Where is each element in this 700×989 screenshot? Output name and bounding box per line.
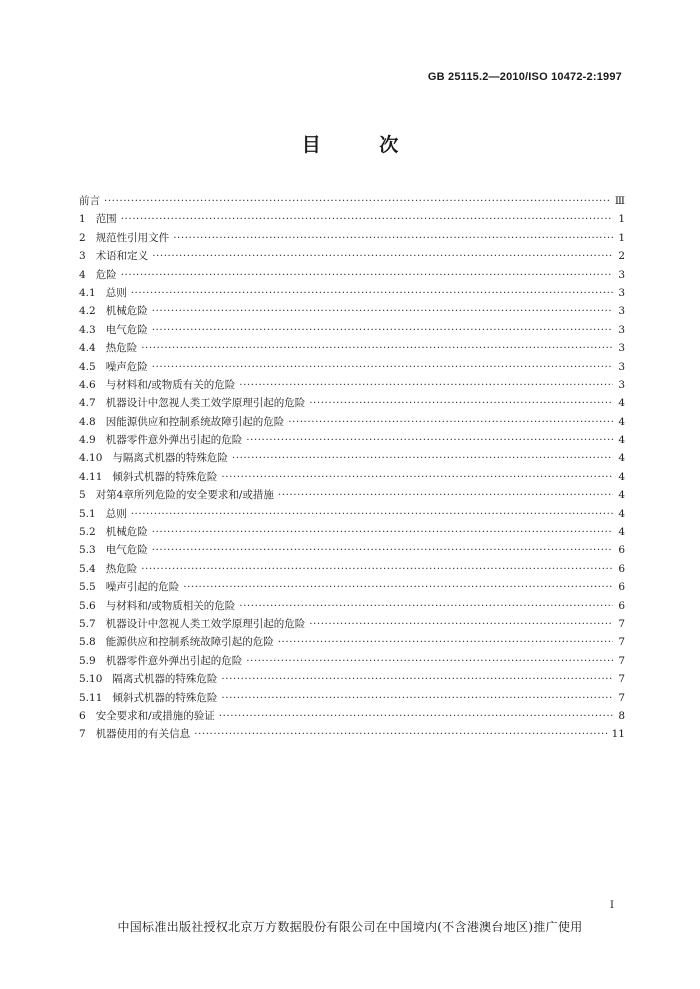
- toc-entry-number: 4.1: [79, 286, 96, 299]
- toc-entry[interactable]: [79, 266, 625, 284]
- toc-entry-page: 4: [618, 434, 625, 447]
- toc-entry-number: 4.3: [79, 323, 96, 336]
- toc-entry[interactable]: [79, 486, 625, 504]
- dot-leader: [152, 358, 613, 376]
- toc-entry[interactable]: [79, 670, 625, 688]
- dot-leader: [219, 707, 613, 725]
- toc-entry-page: 3: [618, 286, 625, 299]
- toc-entry-title: 总则: [105, 286, 127, 299]
- toc-entry[interactable]: [79, 652, 625, 670]
- toc-entry-title: 危险: [95, 268, 117, 281]
- toc-entry-number: 4.5: [79, 360, 96, 373]
- toc-entry-title: 前言: [79, 195, 100, 207]
- toc-entry-number: 4.9: [79, 434, 96, 447]
- toc-entry-title: 机器设计中忽视人类工效学原理引起的危险: [105, 617, 306, 630]
- toc-entry-page: 4: [618, 397, 625, 410]
- toc-entry-page: 7: [618, 654, 625, 667]
- dot-leader: [104, 192, 611, 210]
- toc-entry-title: 与材料和/或物质相关的危险: [105, 599, 236, 612]
- toc-entry-page: 4: [618, 489, 625, 502]
- toc-entry[interactable]: [79, 339, 625, 357]
- toc-entry-title: 能源供应和控制系统故障引起的危险: [105, 636, 274, 649]
- toc-entry[interactable]: [79, 376, 625, 394]
- toc-entry-page: 3: [618, 342, 625, 355]
- toc-entry-title: 热危险: [105, 562, 138, 575]
- toc-entry-title: 噪声引起的危险: [105, 581, 180, 594]
- toc-entry-number: 5.4: [79, 562, 96, 575]
- toc-entry[interactable]: [79, 505, 625, 523]
- dot-leader: [288, 413, 613, 431]
- toc-entry-number: 5.5: [79, 581, 96, 594]
- toc-entry-number: 7: [79, 728, 86, 741]
- toc-entry-page: 2: [618, 250, 625, 263]
- toc-entry-number: 4.6: [79, 378, 96, 391]
- toc-entry-page: 4: [618, 415, 625, 428]
- dot-leader: [141, 560, 613, 578]
- toc-entry-title: 热危险: [105, 342, 138, 355]
- toc-entry[interactable]: [79, 633, 625, 651]
- dot-leader: [121, 266, 613, 284]
- toc-entry-page: 7: [618, 691, 625, 704]
- dot-leader: [221, 468, 613, 486]
- table-of-contents: [79, 192, 625, 744]
- dot-leader: [152, 302, 613, 320]
- dot-leader: [239, 376, 613, 394]
- dot-leader: [183, 578, 613, 596]
- dot-leader: [152, 247, 613, 265]
- toc-entry-title: 电气危险: [105, 323, 148, 336]
- dot-leader: [152, 321, 613, 339]
- toc-entry-page: 11: [611, 728, 625, 741]
- toc-entry-number: 4.7: [79, 397, 96, 410]
- toc-entry-title: 噪声危险: [105, 360, 148, 373]
- toc-entry-number: 5.2: [79, 526, 96, 539]
- toc-entry-number: 5.9: [79, 654, 96, 667]
- toc-entry-page: Ⅲ: [614, 195, 625, 207]
- toc-entry-page: 4: [618, 526, 625, 539]
- dot-leader: [131, 505, 613, 523]
- toc-entry-title: 机器设计中忽视人类工效学原理引起的危险: [105, 397, 306, 410]
- toc-entry-number: 4.10: [79, 452, 103, 465]
- page-title: 目 次: [301, 134, 425, 156]
- toc-entry-number: 4.11: [79, 470, 103, 483]
- toc-entry-number: 5.6: [79, 599, 96, 612]
- toc-entry-title: 倾斜式机器的特殊危险: [112, 470, 218, 483]
- toc-entry-number: 3: [79, 250, 86, 263]
- dot-leader: [239, 597, 613, 615]
- toc-entry-number: 1: [79, 213, 86, 226]
- toc-entry[interactable]: [79, 523, 625, 541]
- toc-entry[interactable]: [79, 247, 625, 265]
- toc-entry-title: 因能源供应和控制系统故障引起的危险: [105, 415, 285, 428]
- dot-leader: [131, 284, 613, 302]
- toc-entry-number: 5.8: [79, 636, 96, 649]
- toc-entry[interactable]: [79, 597, 625, 615]
- toc-entry-title: 与材料和/或物质有关的危险: [105, 378, 236, 391]
- toc-entry-title: 机械危险: [105, 305, 148, 318]
- toc-entry-number: 5.7: [79, 617, 96, 630]
- toc-entry-page: 4: [618, 470, 625, 483]
- toc-entry-title: 倾斜式机器的特殊危险: [112, 691, 218, 704]
- toc-entry[interactable]: [79, 394, 625, 412]
- toc-entry-page: 3: [618, 305, 625, 318]
- toc-entry-page: 3: [618, 360, 625, 373]
- dot-leader: [309, 394, 613, 412]
- toc-entry[interactable]: [79, 321, 625, 339]
- toc-entry-page: 7: [618, 673, 625, 686]
- toc-entry-number: 6: [79, 709, 86, 722]
- toc-entry-page: 6: [618, 562, 625, 575]
- dot-leader: [221, 689, 613, 707]
- dot-leader: [278, 486, 613, 504]
- toc-entry-title: 机器零件意外弹出引起的危险: [105, 434, 243, 447]
- dot-leader: [246, 431, 613, 449]
- dot-leader: [278, 633, 613, 651]
- toc-entry-page: 8: [618, 709, 625, 722]
- toc-entry[interactable]: [79, 413, 625, 431]
- toc-entry[interactable]: [79, 725, 625, 743]
- toc-entry-title: 安全要求和/或措施的验证: [95, 709, 215, 722]
- dot-leader: [309, 615, 613, 633]
- toc-entry-title: 对第4章所列危险的安全要求和/或措施: [95, 489, 274, 502]
- toc-entry-number: 2: [79, 231, 86, 244]
- standard-number: GB 25115.2—2010/ISO 10472-2:1997: [427, 71, 622, 83]
- toc-entry-title: 总则: [105, 507, 127, 520]
- toc-entry[interactable]: [79, 229, 625, 247]
- toc-entry[interactable]: [79, 541, 625, 559]
- toc-entry[interactable]: [79, 449, 625, 467]
- toc-entry[interactable]: [79, 689, 625, 707]
- toc-entry-title: 规范性引用文件: [95, 231, 170, 244]
- toc-entry-page: 6: [618, 599, 625, 612]
- toc-entry-number: 5.11: [79, 691, 103, 704]
- toc-entry-page: 7: [618, 617, 625, 630]
- toc-entry-number: 4: [79, 268, 86, 281]
- toc-entry-title: 范围: [95, 213, 117, 226]
- toc-entry-page: 6: [618, 581, 625, 594]
- toc-entry-page: 6: [618, 544, 625, 557]
- toc-entry-page: 7: [618, 636, 625, 649]
- toc-entry-title: 隔离式机器的特殊危险: [112, 673, 218, 686]
- toc-entry-number: 5.10: [79, 673, 103, 686]
- toc-entry-number: 5.3: [79, 544, 96, 557]
- toc-entry-title: 机器零件意外弹出引起的危险: [105, 654, 243, 667]
- toc-entry[interactable]: [79, 358, 625, 376]
- toc-entry[interactable]: [79, 284, 625, 302]
- toc-entry-number: 4.2: [79, 305, 96, 318]
- toc-entry[interactable]: [79, 615, 625, 633]
- toc-entry[interactable]: [79, 192, 625, 210]
- toc-entry[interactable]: [79, 578, 625, 596]
- dot-leader: [221, 670, 613, 688]
- toc-entry-title: 与隔离式机器的特殊危险: [112, 452, 228, 465]
- footer-notice: 中国标准出版社授权北京万方数据股份有限公司在中国境内(不含港澳台地区)推广使用: [117, 920, 583, 934]
- dot-leader: [121, 210, 613, 228]
- toc-entry-page: 1: [618, 213, 625, 226]
- toc-entry-number: 4.4: [79, 342, 96, 355]
- toc-entry[interactable]: [79, 302, 625, 320]
- toc-entry-title: 机械危险: [105, 526, 148, 539]
- toc-entry-title: 电气危险: [105, 544, 148, 557]
- dot-leader: [246, 652, 613, 670]
- dot-leader: [173, 229, 613, 247]
- toc-entry-number: 5.1: [79, 507, 96, 520]
- dot-leader: [152, 541, 613, 559]
- dot-leader: [194, 725, 607, 743]
- dot-leader: [232, 449, 613, 467]
- toc-entry[interactable]: [79, 707, 625, 725]
- toc-entry-page: 4: [618, 452, 625, 465]
- dot-leader: [152, 523, 613, 541]
- toc-entry-page: 3: [618, 323, 625, 336]
- toc-entry[interactable]: [79, 468, 625, 486]
- toc-entry-page: 3: [618, 268, 625, 281]
- toc-entry[interactable]: [79, 560, 625, 578]
- toc-entry-title: 术语和定义: [95, 250, 149, 263]
- toc-entry[interactable]: [79, 431, 625, 449]
- toc-entry-page: 4: [618, 507, 625, 520]
- toc-entry-number: 4.8: [79, 415, 96, 428]
- toc-entry[interactable]: [79, 210, 625, 228]
- toc-entry-number: 5: [79, 489, 86, 502]
- page-folio: I: [610, 900, 614, 911]
- toc-entry-title: 机器使用的有关信息: [95, 728, 191, 741]
- toc-entry-page: 1: [618, 231, 625, 244]
- dot-leader: [141, 339, 613, 357]
- toc-entry-page: 3: [618, 378, 625, 391]
